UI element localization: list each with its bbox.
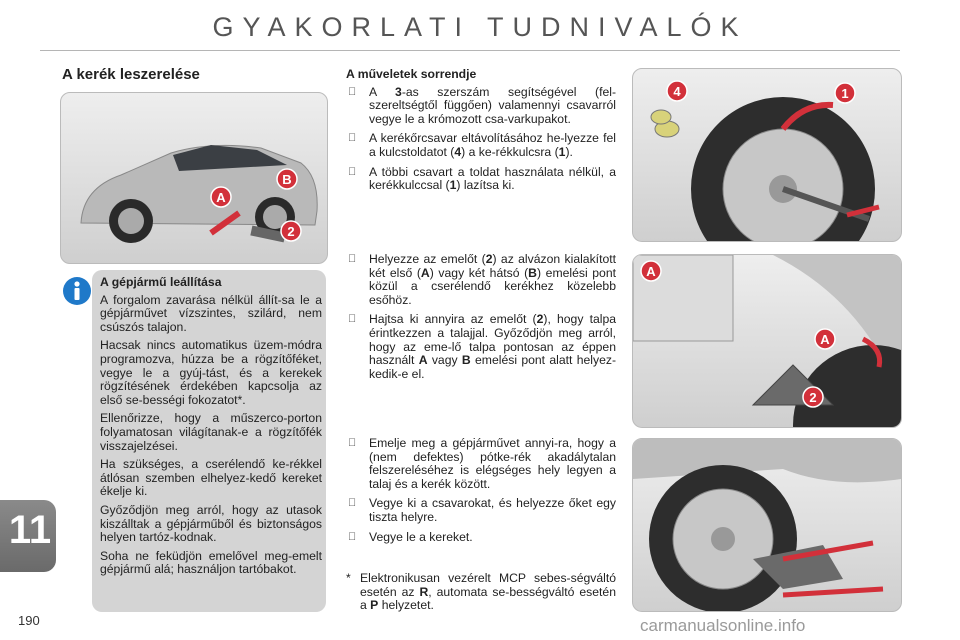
operation-step: Vegye le a kereket.	[346, 531, 616, 545]
callout-a-inset	[641, 261, 661, 281]
callout-4	[667, 81, 687, 101]
operations-group-2	[346, 253, 616, 387]
header-divider	[40, 50, 900, 51]
page-header-title: GYAKORLATI TUDNIVALÓK	[212, 12, 748, 42]
callout-a	[815, 329, 835, 349]
info-paragraph: A forgalom zavarása nélkül állít-sa le a gépjárművet vízszintes, szilárd, nem csúszós talajon.	[100, 292, 322, 334]
callout-2	[281, 221, 301, 241]
info-box-text	[100, 276, 322, 582]
wheel-bolts-drawing	[633, 69, 901, 241]
info-paragraph: Soha ne feküdjön emelővel meg-emelt gépjármű alá; használjon tartóbakot.	[100, 548, 322, 577]
page-number: 190	[18, 613, 40, 628]
svg-text:A: A	[216, 190, 226, 205]
footnote: * Elektronikusan vezérelt MCP sebes-ségváltó esetén az R, automata se-bességváltó esetén a P helyzetet.	[346, 571, 616, 613]
jack-positioning-drawing	[633, 255, 901, 427]
operation-step: A többi csavart a toldat használata nélkül, a kerékkulccsal (1) lazítsa ki.	[346, 166, 616, 193]
operations-heading: A műveletek sorrendje	[346, 67, 477, 81]
chapter-number: 11	[8, 508, 52, 552]
callout-1	[835, 83, 855, 103]
jack-positioning-illustration	[632, 254, 902, 428]
footnote-mark: *	[346, 571, 351, 585]
operation-step: Hajtsa ki annyira az emelőt (2), hogy talpa érintkezzen a talajjal. Győződjön meg arról, hogy az eme-lő talpa pontosan az éppen használt A vagy B emelési pont alatt helyez-kedik-e el.	[346, 313, 616, 381]
info-icon	[62, 276, 92, 306]
wheel-bolts-illustration	[632, 68, 902, 242]
bullet-arrow-icon	[348, 497, 356, 511]
bullet-arrow-icon	[348, 166, 356, 180]
bullet-arrow-icon	[348, 253, 356, 267]
info-paragraph: Hacsak nincs automatikus üzem-módra programozva, húzza be a rögzítőféket, vegye le a gyúj-tást, és a kerekek rögzítésének érdekében kapcsolja az első se-bességi fokozatot*.	[100, 338, 322, 407]
svg-text:A: A	[646, 264, 656, 279]
svg-text:4: 4	[673, 84, 681, 99]
wheel-removal-illustration	[632, 438, 902, 612]
info-paragraph: Ellenőrizze, hogy a műszerco-porton folyamatosan világítanak-e a rögzítőfék visszajelzései.	[100, 411, 322, 453]
bullet-arrow-icon	[348, 86, 356, 100]
callout-b	[277, 169, 297, 189]
svg-text:2: 2	[287, 224, 295, 239]
section-title: A kerék leszerelése	[62, 66, 200, 83]
svg-text:A: A	[820, 332, 830, 347]
wheel-removal-drawing	[633, 439, 901, 611]
callout-2	[803, 387, 823, 407]
callout-a	[211, 187, 231, 207]
bullet-arrow-icon	[348, 313, 356, 327]
info-paragraph: Ha szükséges, a cserélendő ke-rékkel átlósan szemben elhelyez-kedő kereket ékelje ki.	[100, 457, 322, 499]
info-paragraph: Győződjön meg arról, hogy az utasok kiszálltak a gépjárműből és biztonságos helyen tartóz-kodnak.	[100, 502, 322, 545]
operation-step: Helyezze az emelőt (2) az alvázon kialakított két első (A) vagy két hátsó (B) emelési pont közül a cserélendő kerékhez közelebb esőhöz.	[346, 253, 616, 307]
bullet-arrow-icon	[348, 531, 356, 545]
car-drawing	[61, 93, 327, 263]
watermark: carmanualsonline.info	[640, 616, 806, 635]
operation-step: A kerékőrcsavar eltávolításához he-lyezze fel a kulcstoldatot (4) a ke-rékkulcsra (1).	[346, 132, 616, 159]
svg-text:1: 1	[841, 86, 849, 101]
operation-step: A 3-as szerszám segítségével (fel-szereltségtől függően) valamennyi csavarról vegye le a krómozott csa-varkupakot.	[346, 86, 616, 127]
operations-group-1	[346, 68, 616, 199]
info-box-heading: A gépjármű leállítása	[100, 275, 222, 289]
operation-step: Vegye ki a csavarokat, és helyezze őket egy tiszta helyre.	[346, 497, 616, 524]
svg-text:B: B	[282, 172, 292, 187]
svg-text:2: 2	[809, 390, 817, 405]
operations-group-3	[346, 437, 616, 550]
car-jack-points-illustration	[60, 92, 328, 264]
bullet-arrow-icon	[348, 132, 356, 146]
operation-step: Emelje meg a gépjárművet annyi-ra, hogy a (nem defektes) pótke-rék akadálytalan felszereléséhez is elégséges hely legyen a talaj és a kerék között.	[346, 437, 616, 491]
bullet-arrow-icon	[348, 437, 356, 451]
